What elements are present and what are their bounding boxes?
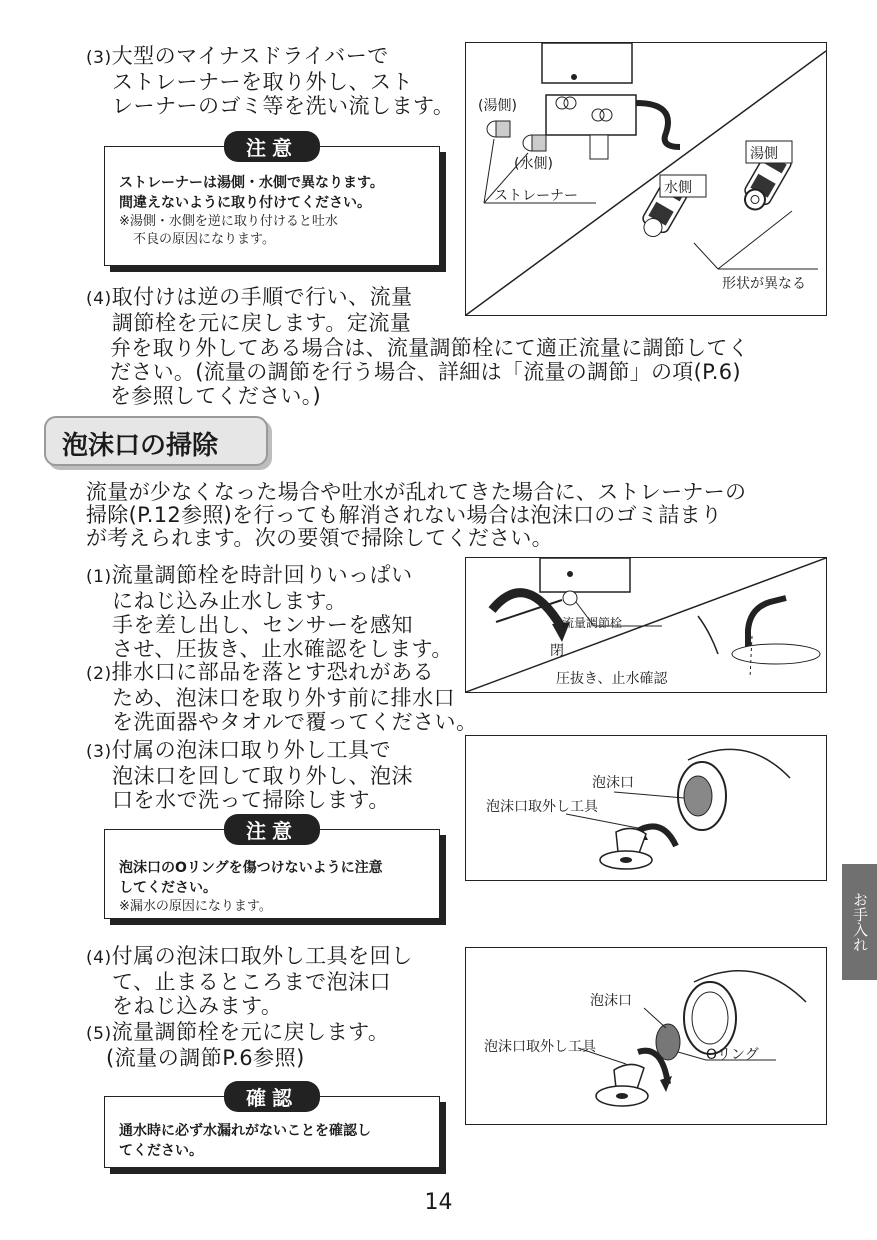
caution-box-oring: [104, 819, 440, 919]
step-line: レーナーのゴミ等を洗い流します。: [112, 94, 455, 118]
figure-aerator-removal: [465, 735, 827, 881]
step-line: ださい。(流量の調節を行う場合、詳細は「流量の調節」の項(P.6): [110, 360, 741, 384]
step-line: ため、泡沫口を取り外す前に排水口: [112, 686, 456, 710]
confirm-text: てください。: [119, 1143, 203, 1159]
intro-line: 流量が少なくなった場合や吐水が乱れてきた場合に、ストレーナーの: [86, 480, 747, 504]
figure-strainer-removal: [465, 42, 827, 316]
step-4-reinstall-aerator: [86, 944, 413, 1018]
side-tab-care: お手入れ: [842, 864, 877, 980]
step-line: 調節栓を元に戻します。定流量: [112, 311, 412, 335]
figure-shut-valve: [465, 557, 827, 693]
step-3-remove-aerator: [86, 738, 413, 812]
label-oring: Oリング: [706, 1047, 759, 1063]
caution-box-strainer: [104, 136, 440, 266]
step-line: 排水口に部品を落とす恐れがある: [111, 660, 435, 684]
caution-heading: 注意: [224, 131, 320, 162]
step-line: を参照してください。): [110, 384, 321, 408]
step-line: 手を差し出し、センサーを感知: [112, 613, 413, 637]
label-pressure-check: 圧抜き、止水確認: [556, 671, 668, 687]
step-line: 弁を取り外してある場合は、流量調節栓にて適正流量に調節してく: [110, 336, 749, 360]
label-close: 閉: [550, 643, 564, 659]
label-strainer: ストレーナー: [494, 188, 578, 204]
label-shape-differs: 形状が異なる: [722, 276, 806, 292]
confirm-heading: 確認: [224, 1081, 320, 1112]
step-number: (2): [86, 664, 112, 684]
step-3-strainer: [86, 44, 454, 118]
step-number: (4): [86, 948, 112, 968]
step-line: 取付けは逆の手順で行い、流量: [111, 285, 413, 309]
step-number: (4): [86, 289, 112, 309]
caution-note: ※漏水の原因になります。: [119, 899, 272, 914]
step-line: 泡沫口を回して取り外し、泡沫: [112, 764, 413, 788]
step-line: させ、圧抜き、止水確認をします。: [112, 637, 453, 661]
label-aerator: 泡沫口: [590, 993, 632, 1009]
step-line: 付属の泡沫口取り外し工具で: [111, 738, 392, 762]
caution-text: してください。: [119, 880, 217, 896]
step-number: (1): [86, 567, 112, 587]
intro-line: 掃除(P.12参照)を行っても解消されない場合は泡沫口のゴミ詰まり: [86, 503, 723, 527]
caution-note: 不良の原因になります。: [133, 232, 275, 247]
step-line: 付属の泡沫口取外し工具を回し: [111, 944, 413, 968]
step-line: て、止まるところまで泡沫口: [112, 970, 392, 994]
step-line: を洗面器やタオルで覆ってください。: [112, 710, 478, 734]
step-line: にねじ込み止水します。: [112, 589, 347, 613]
confirm-box: [104, 1086, 440, 1168]
confirm-text: 通水時に必ず水漏れがないことを確認し: [119, 1123, 371, 1139]
step-number: (3): [86, 48, 112, 68]
caution-heading: 注意: [224, 814, 320, 845]
step-4-reinstall: [86, 285, 413, 335]
page-number: 14: [424, 1190, 453, 1215]
caution-text: 泡沫口のOリングを傷つけないように注意: [119, 860, 383, 876]
intro-line: が考えられます。次の要領で掃除してください。: [86, 526, 553, 550]
section-title: 泡沫口の掃除: [62, 431, 219, 461]
step-4-continued: [110, 336, 749, 408]
step-line: 大型のマイナスドライバーで: [111, 44, 389, 68]
label-flow-valve: 流量調節栓: [562, 616, 623, 630]
caution-text: 間違えないように取り付けてください。: [119, 195, 371, 211]
step-number: (5): [86, 1024, 112, 1044]
step-line: ストレーナーを取り外し、スト: [112, 70, 413, 94]
caution-note: ※湯側・水側を逆に取り付けると吐水: [119, 214, 338, 229]
step-line: 流量調節栓を時計回りいっぱい: [111, 563, 413, 587]
label-hot-side: (湯側): [478, 98, 517, 114]
label-cold: 水側: [664, 180, 692, 196]
label-aerator: 泡沫口: [592, 775, 634, 791]
step-number: (3): [86, 742, 112, 762]
label-hot: 湯側: [750, 146, 778, 162]
caution-text: ストレーナーは湯側・水側で異なります。: [119, 175, 384, 191]
step-line: 流量調節栓を元に戻します。: [111, 1020, 390, 1044]
step-5-restore-valve: [86, 1020, 389, 1070]
section-header: [44, 416, 268, 466]
figure-aerator-install: [465, 947, 827, 1125]
label-aerator-tool: 泡沫口取外し工具: [484, 1039, 596, 1055]
label-aerator-tool: 泡沫口取外し工具: [486, 799, 598, 815]
step-line: (流量の調節P.6参照): [106, 1046, 305, 1070]
label-cold-side: (水側): [514, 156, 553, 172]
step-1-shut-water: [86, 563, 453, 661]
step-line: 口を水で洗って掃除します。: [112, 788, 390, 812]
step-2-cover-drain: [86, 660, 478, 734]
intro-paragraph: [86, 481, 746, 550]
step-line: をねじ込みます。: [112, 994, 283, 1018]
